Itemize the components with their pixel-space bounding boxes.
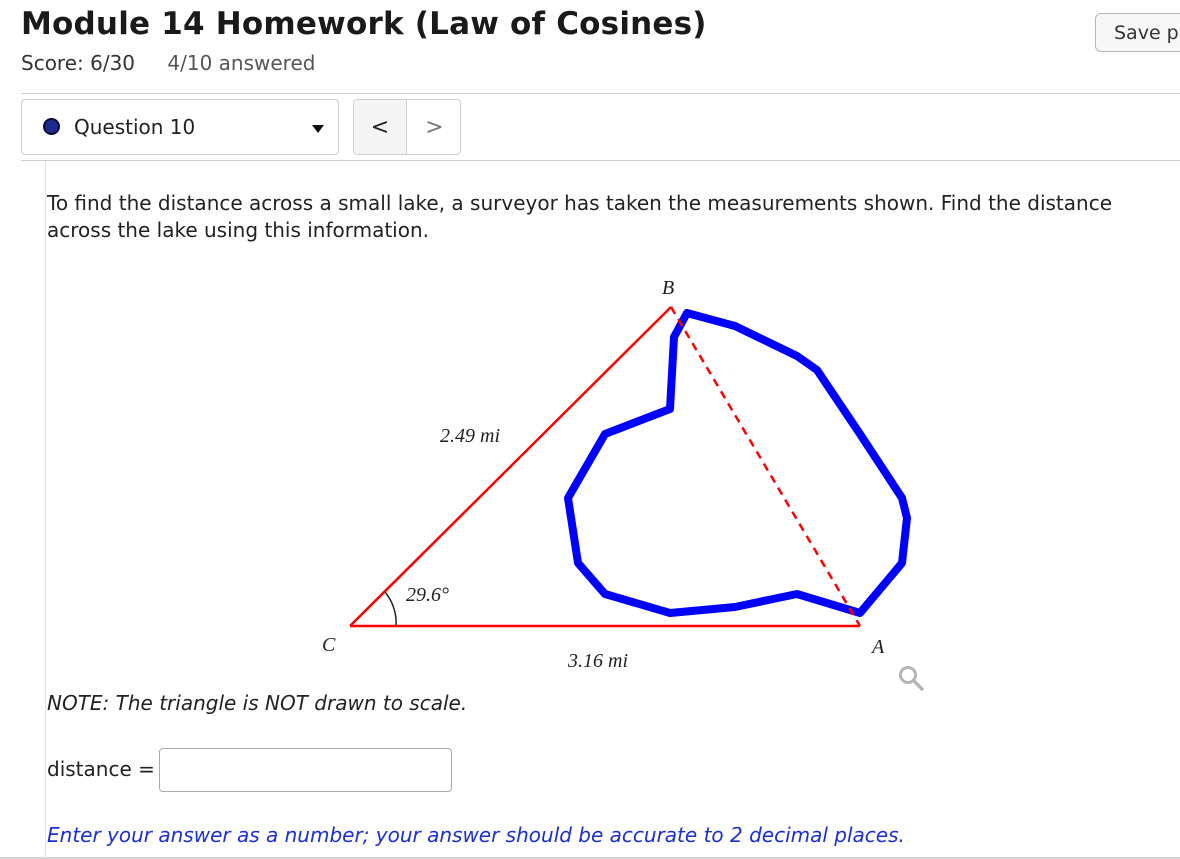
- angle-c-arc: [385, 592, 396, 626]
- page-title: Module 14 Homework (Law of Cosines): [21, 6, 707, 42]
- vertex-c-label: C: [322, 634, 336, 656]
- question-selector-label: Question 10: [74, 115, 196, 139]
- answer-hint: Enter your answer as a number; your answer should be accurate to 2 decimal places.: [47, 823, 905, 847]
- save-progress-button[interactable]: Save p: [1095, 13, 1180, 52]
- answer-label: distance =: [47, 757, 155, 781]
- side-ca-label: 3.16 mi: [568, 650, 628, 672]
- scale-note: NOTE: The triangle is NOT drawn to scale.: [47, 691, 468, 715]
- next-question-button[interactable]: >: [408, 100, 461, 154]
- previous-question-button[interactable]: <: [354, 100, 407, 154]
- side-ab-dashed-line: [671, 307, 860, 626]
- magnifier-icon[interactable]: [897, 664, 927, 694]
- vertex-b-label: B: [662, 277, 675, 299]
- side-cb-line: [350, 307, 671, 626]
- vertex-a-label: A: [872, 636, 885, 658]
- score-text: Score: 6/30: [21, 51, 136, 75]
- angle-c-label: 29.6°: [406, 584, 449, 606]
- answered-count: 4/10 answered: [167, 51, 316, 75]
- distance-input[interactable]: [159, 748, 452, 792]
- question-text: To find the distance across a small lake, a surveyor has taken the measurements shown. Find the distance across the lake using this information.: [47, 191, 1112, 242]
- side-cb-label: 2.49 mi: [440, 425, 500, 447]
